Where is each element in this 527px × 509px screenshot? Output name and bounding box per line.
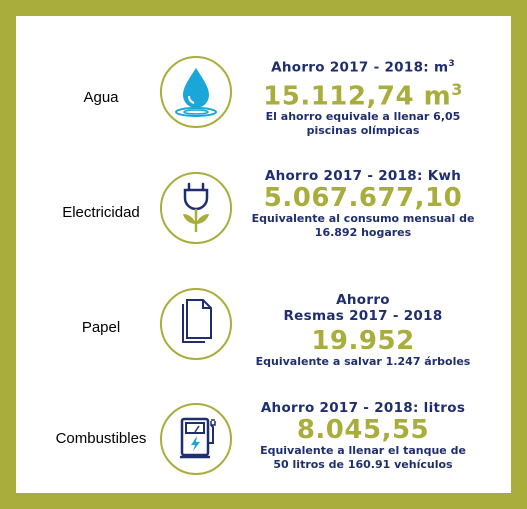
row-label: Papel xyxy=(81,319,121,336)
heading: Ahorro 2017 - 2018: litros xyxy=(260,400,466,416)
heading: Ahorro 2017 - 2018: $m^3$ xyxy=(271,59,455,76)
row-info xyxy=(238,168,488,240)
water-drop-icon xyxy=(156,52,236,132)
heading: Ahorro 2017 - 2018: Kwh xyxy=(264,168,462,184)
row-info xyxy=(238,400,488,472)
paper-stack-icon xyxy=(156,284,236,364)
fuel-pump-icon xyxy=(156,399,236,479)
value: 15.112,74 $m^3$ xyxy=(263,79,463,112)
heading: Ahorro Resmas 2017 - 2018 xyxy=(283,292,443,324)
row-info xyxy=(238,56,488,138)
description: Equivalente al consumo mensual de 16.892 hogares xyxy=(251,212,475,239)
description: Equivalente a llenar el tanque de 50 litros de 160.91 vehículos xyxy=(260,444,466,471)
row-info xyxy=(238,292,488,369)
row-label: Electricidad xyxy=(62,204,140,221)
description: El ahorro equivale a llenar 6,05 piscinas olímpicas xyxy=(265,110,461,138)
value: 8.045,55 xyxy=(296,415,430,445)
description: Equivalente a salvar 1.247 árboles xyxy=(255,355,471,368)
value: 5.067.677,10 xyxy=(263,183,463,213)
value: 19.952 xyxy=(311,326,415,356)
plug-plant-icon xyxy=(156,168,236,248)
row-label: Combustibles xyxy=(55,430,147,447)
row-label: Agua xyxy=(83,89,119,106)
